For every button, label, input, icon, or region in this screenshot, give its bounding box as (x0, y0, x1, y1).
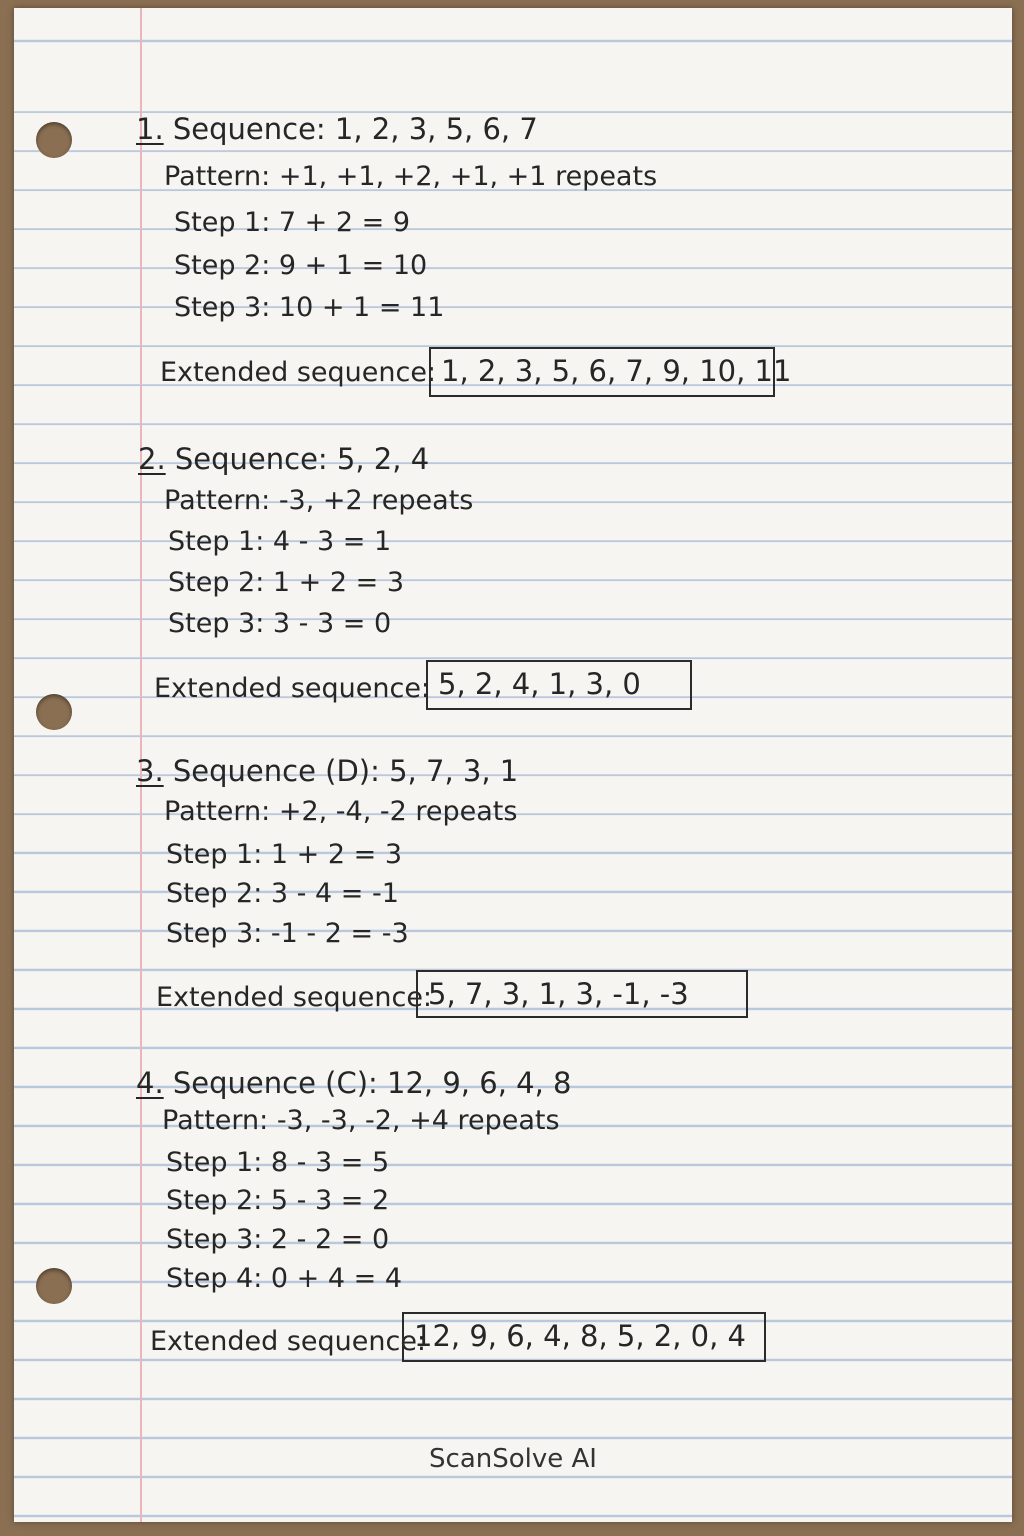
sequence-text: Sequence (D): 5, 7, 3, 1 (163, 754, 519, 788)
problem-1-heading (136, 112, 538, 146)
notebook-page (14, 8, 1012, 1522)
punch-hole (36, 122, 72, 158)
sequence-text: Sequence (C): 12, 9, 6, 4, 8 (163, 1066, 572, 1100)
problem-number: 3. (136, 754, 164, 788)
problem-3-heading (136, 754, 518, 788)
step-text: Step 3: 3 - 3 = 0 (168, 608, 392, 639)
step-text: Step 3: -1 - 2 = -3 (166, 918, 409, 949)
extended-answer-box: 12, 9, 6, 4, 8, 5, 2, 0, 4 (402, 1312, 766, 1362)
extended-label: Extended sequence: (160, 357, 437, 388)
extended-answer-box: 1, 2, 3, 5, 6, 7, 9, 10, 11 (429, 347, 775, 397)
extended-label: Extended sequence: (156, 982, 433, 1013)
problem-number: 1. (136, 112, 164, 146)
footer-brand: ScanSolve AI (429, 1444, 597, 1474)
step-text: Step 3: 10 + 1 = 11 (174, 292, 445, 323)
sequence-text: Sequence: 1, 2, 3, 5, 6, 7 (163, 112, 538, 146)
step-text: Step 1: 7 + 2 = 9 (174, 207, 411, 238)
problem-number: 4. (136, 1066, 164, 1100)
extended-label: Extended sequence: (150, 1326, 427, 1357)
extended-label: Extended sequence: (154, 673, 431, 704)
problem-number: 2. (138, 442, 166, 476)
problem-4-heading (136, 1066, 571, 1100)
step-text: Step 2: 9 + 1 = 10 (174, 250, 428, 281)
problem-2-heading (138, 442, 429, 476)
extended-answer-box: 5, 7, 3, 1, 3, -1, -3 (416, 970, 748, 1018)
step-text: Step 2: 1 + 2 = 3 (168, 567, 405, 598)
pattern-text: Pattern: -3, +2 repeats (164, 485, 474, 516)
pattern-text: Pattern: +2, -4, -2 repeats (164, 796, 518, 827)
step-text: Step 1: 4 - 3 = 1 (168, 526, 392, 557)
pattern-text: Pattern: -3, -3, -2, +4 repeats (162, 1105, 560, 1136)
step-text: Step 3: 2 - 2 = 0 (166, 1224, 390, 1255)
step-text: Step 1: 1 + 2 = 3 (166, 839, 403, 870)
punch-hole (36, 694, 72, 730)
pattern-text: Pattern: +1, +1, +2, +1, +1 repeats (164, 161, 658, 192)
step-text: Step 2: 5 - 3 = 2 (166, 1185, 390, 1216)
step-text: Step 2: 3 - 4 = -1 (166, 878, 399, 909)
sequence-text: Sequence: 5, 2, 4 (165, 442, 430, 476)
step-text: Step 4: 0 + 4 = 4 (166, 1263, 403, 1294)
extended-answer-box: 5, 2, 4, 1, 3, 0 (426, 660, 692, 710)
step-text: Step 1: 8 - 3 = 5 (166, 1147, 390, 1178)
punch-hole (36, 1268, 72, 1304)
